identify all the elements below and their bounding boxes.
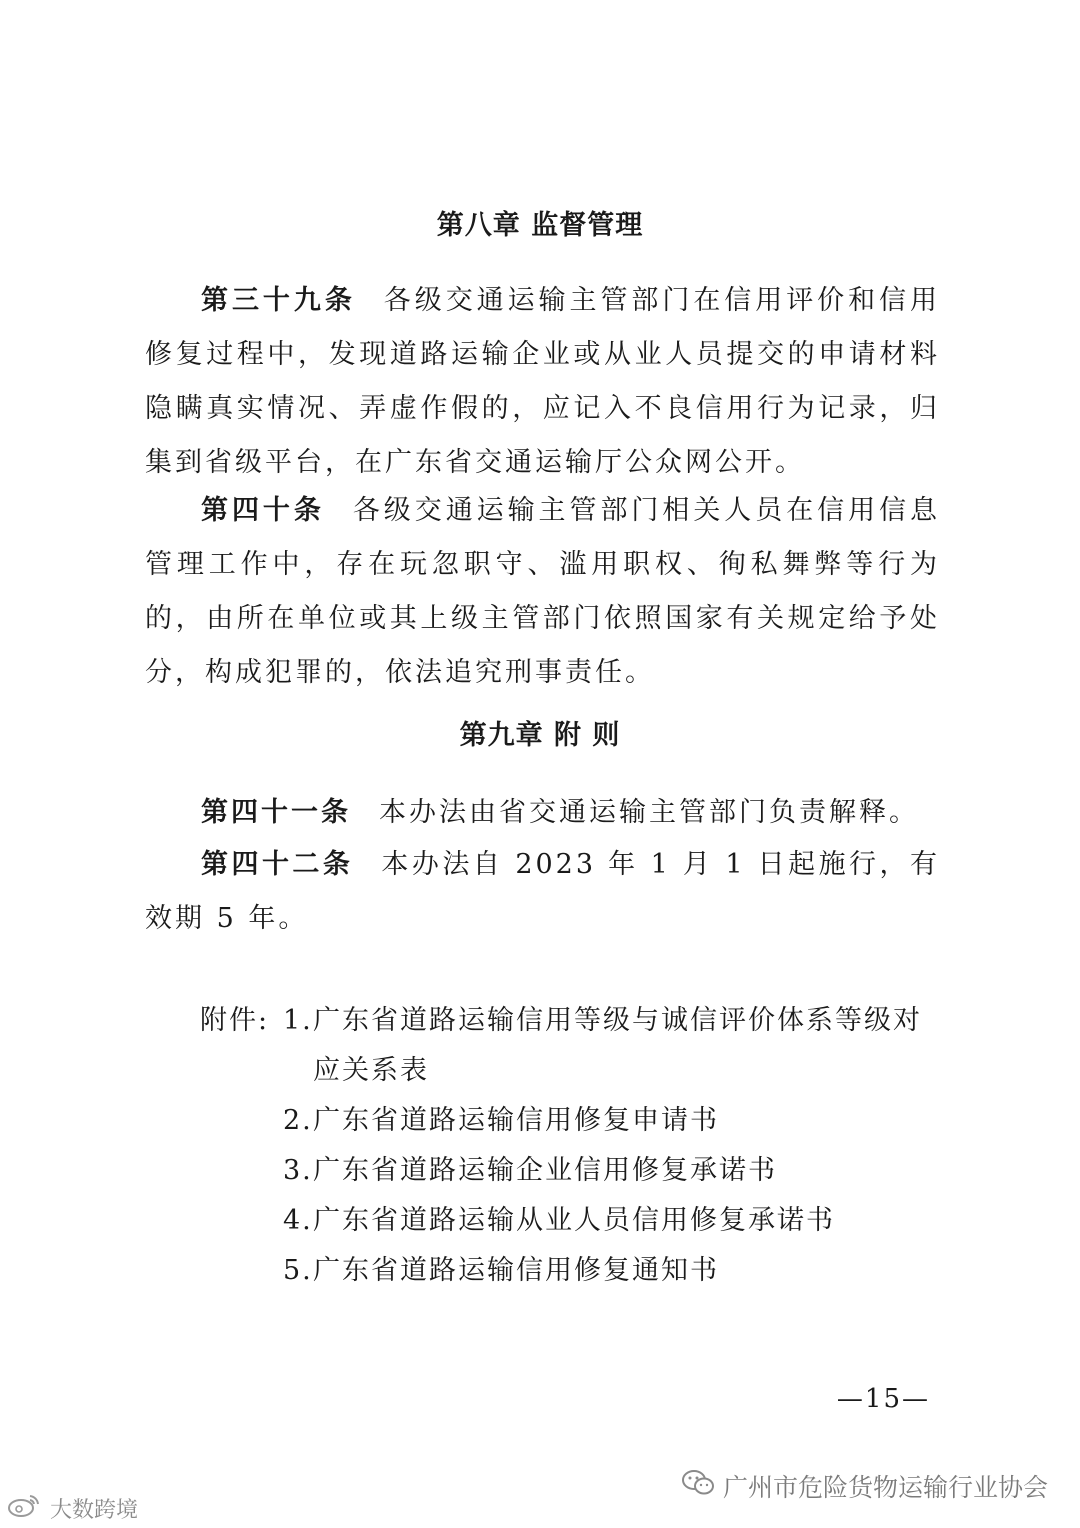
article-41-text: 本办法由省交通运输主管部门负责解释。: [379, 797, 919, 828]
attachment-number: 3.: [283, 1155, 313, 1186]
attachment-title: 广东省道路运输企业信用修复承诺书: [313, 1155, 777, 1186]
article-40-text: 各级交通运输主管部门相关人员在信用信息管理工作中，存在玩忽职守、滥用职权、徇私舞弊等行为的，由所在单位或其上级主管部门依照国家有关规定给予处分，构成犯罪的，依法追究刑事责任。: [145, 495, 941, 688]
attachment-item: [283, 1096, 923, 1146]
attachments-list: [283, 996, 923, 1296]
article-42-label: 第四十二条: [201, 849, 354, 880]
article-39: [145, 274, 940, 490]
attachment-number: 2.: [283, 1105, 313, 1136]
wechat-watermark: [681, 1468, 1048, 1504]
article-39-text: 各级交通运输主管部门在信用评价和信用修复过程中，发现道路运输企业或从业人员提交的申请材料隐瞒真实情况、弄虚作假的，应记入不良信用行为记录，归集到省级平台，在广东省交通运输厅公众网公开。: [145, 285, 941, 478]
attachment-item: [283, 1246, 923, 1296]
attachment-number: 1.: [283, 1005, 313, 1036]
page-number: —15—: [836, 1384, 930, 1414]
attachment-title: 广东省道路运输信用修复申请书: [313, 1105, 719, 1136]
attachment-number: 4.: [283, 1205, 313, 1236]
weibo-icon: [6, 1492, 42, 1524]
chapter-9-title: 第九章 附 则: [459, 720, 621, 751]
weibo-account-name: 大数跨境: [50, 1497, 139, 1523]
attachment-item: [283, 996, 923, 1096]
attachment-title: 广东省道路运输信用等级与诚信评价体系等级对应关系表: [313, 1005, 922, 1086]
attachment-title: 广东省道路运输信用修复通知书: [313, 1255, 719, 1286]
article-42-text: 本办法自 2023 年 1 月 1 日起施行，有效期 5 年。: [145, 849, 940, 934]
attachment-number: 5.: [283, 1255, 313, 1286]
article-41: [145, 786, 940, 840]
attachment-title: 广东省道路运输从业人员信用修复承诺书: [313, 1205, 835, 1236]
weibo-watermark: [6, 1492, 138, 1524]
wechat-icon: [681, 1468, 715, 1504]
chapter-8-title: 第八章 监督管理: [436, 210, 644, 241]
wechat-account-name: 广州市危险货物运输行业协会: [722, 1473, 1048, 1502]
article-39-label: 第三十九条: [201, 285, 356, 316]
article-40-label: 第四十条: [201, 495, 325, 526]
attachments-label: 附件:: [200, 1005, 270, 1036]
article-41-label: 第四十一条: [201, 797, 351, 828]
article-42: [145, 838, 940, 946]
article-40: [145, 484, 940, 700]
attachment-item: [283, 1146, 923, 1196]
attachment-item: [283, 1196, 923, 1246]
